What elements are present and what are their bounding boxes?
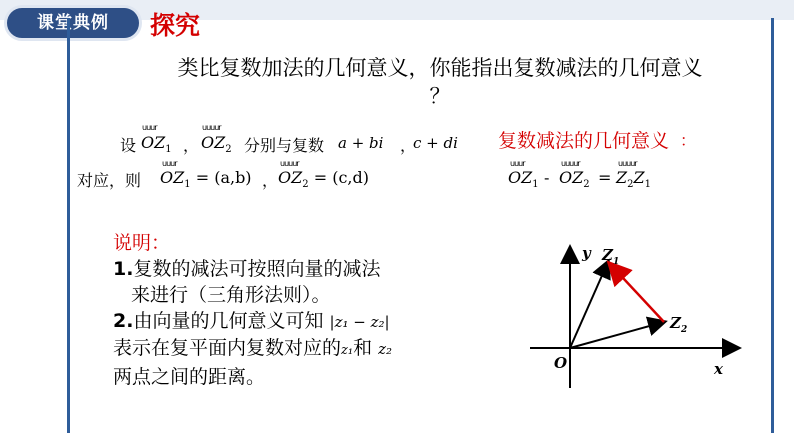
question-line-1: 类比复数加法的几何意义，你能指出复数减法的几何意义 [177,56,703,80]
page-title: 探究 [150,11,201,40]
note-heading: 说明： [113,232,171,254]
vector-arrow-icon: uuuur [618,159,637,168]
heading-colon: ： [680,131,697,150]
minus-sign: - [544,168,550,187]
explanation-block [113,230,483,390]
z1-point-label: $Z_1$ [602,246,620,267]
question-text [120,54,760,110]
oz2-vector: $OZ_2$ [201,133,232,155]
question-line-2: ？ [429,84,451,108]
z2-point-label: $Z_2$ [670,314,688,335]
comma: ， [400,136,417,155]
vector-arrow-icon: uuuur [561,159,580,168]
complex-a-bi: a + bi [338,134,384,152]
section-tab[interactable]: 课堂典例 [4,5,142,41]
note-item-1-cont: 来进行（三角形法则）。 [131,284,331,306]
oz2-eq: $OZ_2 = (c,d)$ [278,168,369,190]
equals-sign: = [598,168,612,187]
x-axis-label: x [714,360,723,378]
subtraction-heading: 复数减法的几何意义 [498,130,670,152]
z2z1-vector: $Z_2Z_1$ [616,168,651,190]
fenbie-text: 分别与复数 [244,136,325,155]
origin-label: O [554,354,568,372]
note-item-1: 1.复数的减法可按照向量的减法 [113,258,381,280]
separator: ， [183,136,200,155]
y-axis-label: y [582,244,591,262]
oz1-term: $OZ_1$ [508,168,539,190]
abs-expression: |z₁ − z₂| [329,313,390,331]
note-item-2-cont: 表示在复平面内复数对应的z₁和 z₂ [113,337,393,359]
complex-plane-diagram [520,240,750,390]
vector-oz1 [570,262,608,348]
vector-oz2 [570,322,664,348]
vector-arrow-icon: uuur [162,159,177,168]
note-item-2: 2.由向量的几何意义可知 |z₁ − z₂| [113,310,390,332]
vector-arrow-icon: uuuur [202,123,221,132]
note-item-2-end: 两点之间的距离。 [113,366,266,388]
vector-arrow-icon: uuur [510,159,525,168]
vector-z2z1 [610,264,664,322]
oz2-term: $OZ_2$ [559,168,590,190]
oz1-vector: $OZ_1$ [141,133,172,155]
separator: ， [262,171,279,190]
complex-c-di: c + di [413,134,458,152]
she-text: 设 [120,136,137,155]
oz1-eq: $OZ_1 = (a,b)$ [160,168,252,190]
duiying-text: 对应，则 [77,171,142,190]
vector-arrow-icon: uuur [142,123,157,132]
vector-arrow-icon: uuuur [280,159,299,168]
